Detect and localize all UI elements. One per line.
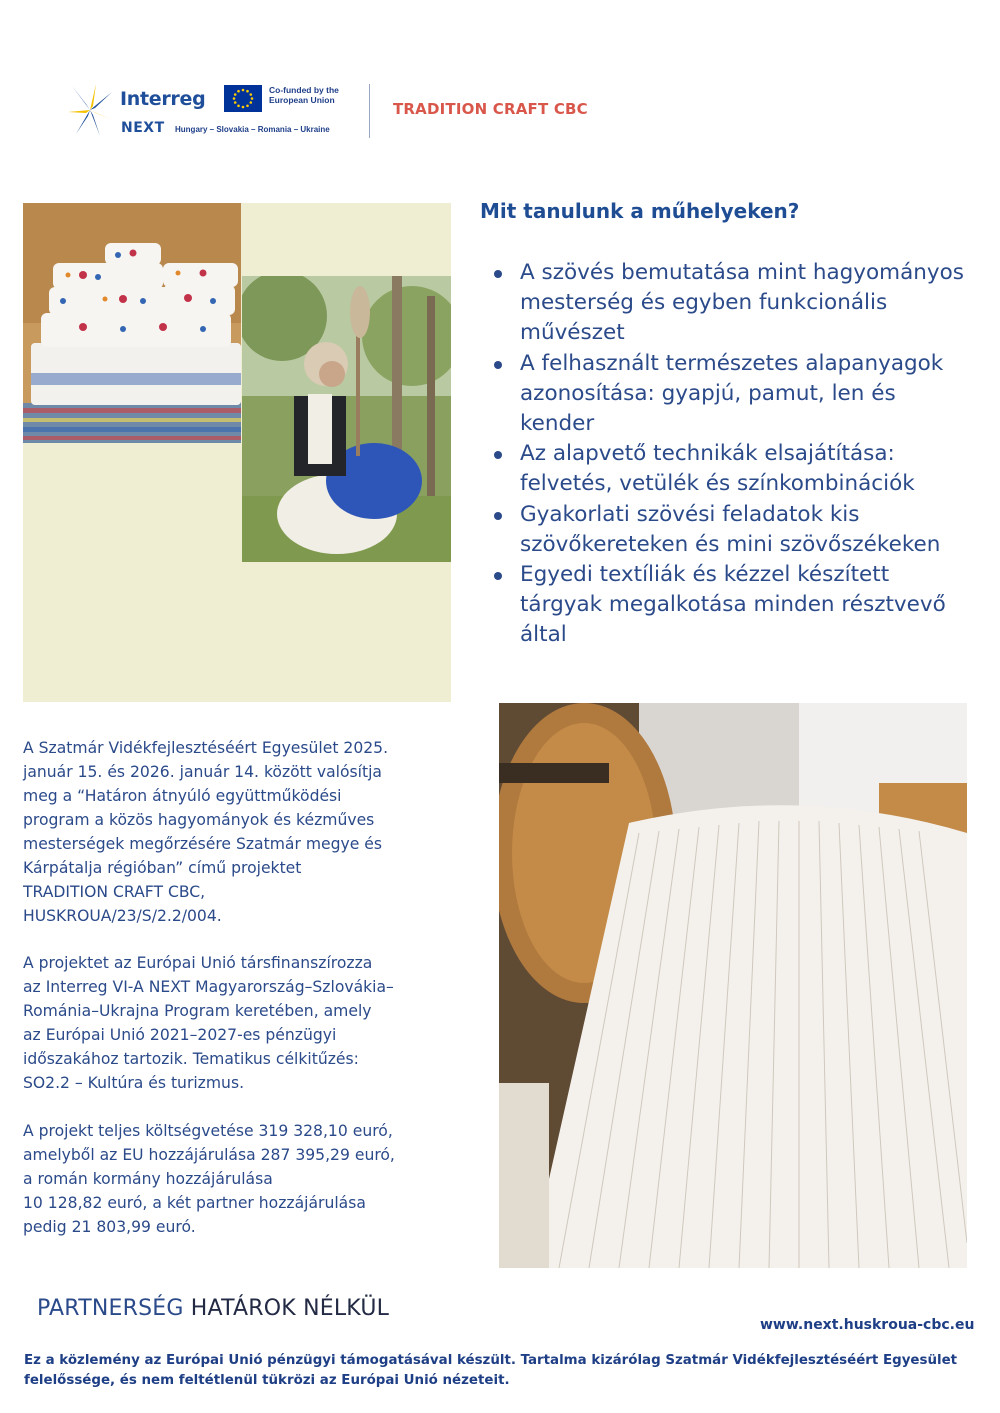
list-item: Az alapvető technikák elsajátítása: felvetés, vetülék és színkombinációk <box>492 439 972 499</box>
photo-collage <box>23 203 451 702</box>
eu-disclaimer: Ez a közlemény az Európai Unió pénzügyi támogatásával készült. Tartalma kizárólag Szatmár Vidékfejlesztéséért Egyesület felelőssége, és nem feltétlenül tükrözi az Európai Unió nézeteit. <box>24 1353 958 1388</box>
list-item: A szövés bemutatása mint hagyományos mesterség és egyben funkcionális művészet <box>492 258 972 349</box>
list-item: Egyedi textíliák és kézzel készített tárgyak megalkotása minden résztvevő által <box>492 560 972 651</box>
header-divider <box>369 84 370 138</box>
eu-flag-icon <box>224 85 262 112</box>
project-title: TRADITION CRAFT CBC <box>393 100 588 118</box>
partnership-slogan <box>37 1296 389 1321</box>
interreg-logo <box>66 82 376 142</box>
logo-countries: Hungary – Slovakia – Romania – Ukraine <box>175 125 330 134</box>
eu-cofunded-label: Co-funded by the European Union <box>269 85 339 105</box>
next-wordmark: NEXT <box>121 120 165 136</box>
list-item: Gyakorlati szövési feladatok kis szövőkereteken és mini szövőszékeken <box>492 500 972 560</box>
woman-spinning-photo <box>242 276 451 562</box>
workshop-list <box>492 258 972 651</box>
interreg-star-icon <box>66 82 114 138</box>
budget-paragraph: A projekt teljes költségvetése 319 328,10 euró, amelyből az EU hozzájárulása 287 395,29 euró, a román kormány hozzájárulása 10 128,82 euró, a két partner hozzájárulása pedig 21 803,99 euró. <box>23 1122 395 1236</box>
website-link[interactable]: www.next.huskroua-cbc.eu <box>760 1317 975 1333</box>
slogan-part-1: PARTNERSÉG <box>37 1296 184 1321</box>
workshop-title: Mit tanulunk a műhelyeken? <box>480 199 800 223</box>
loom-threads-photo <box>499 703 967 1268</box>
list-item: A felhasznált természetes alapanyagok azonosítása: gyapjú, pamut, len és kender <box>492 349 972 440</box>
funding-paragraph: A projektet az Európai Unió társfinanszírozza az Interreg VI-A NEXT Magyarország–Szlovákia– Románia–Ukrajna Program keretében, amely az Európai Unió 2021–2027-es pénzügyi időszakához tartozik. Tematikus célkitűzés: SO2.2 – Kultúra és turizmus. <box>23 954 394 1092</box>
embroidered-pillows-photo <box>23 203 241 443</box>
interreg-wordmark: Interreg <box>120 88 206 110</box>
project-intro-paragraph: A Szatmár Vidékfejlesztéséért Egyesület 2025. január 15. és 2026. január 14. között valósítja meg a “Határon átnyúló együttműködési program a közös hagyományok és kézműves mesterségek megőrzésére Szatmár megye és Kárpátalja régióban” című projektet TRADITION CRAFT CBC, HUSKROUA/23/S/2.2/004. <box>23 739 389 925</box>
slogan-part-2: HATÁROK NÉLKÜL <box>190 1296 390 1321</box>
